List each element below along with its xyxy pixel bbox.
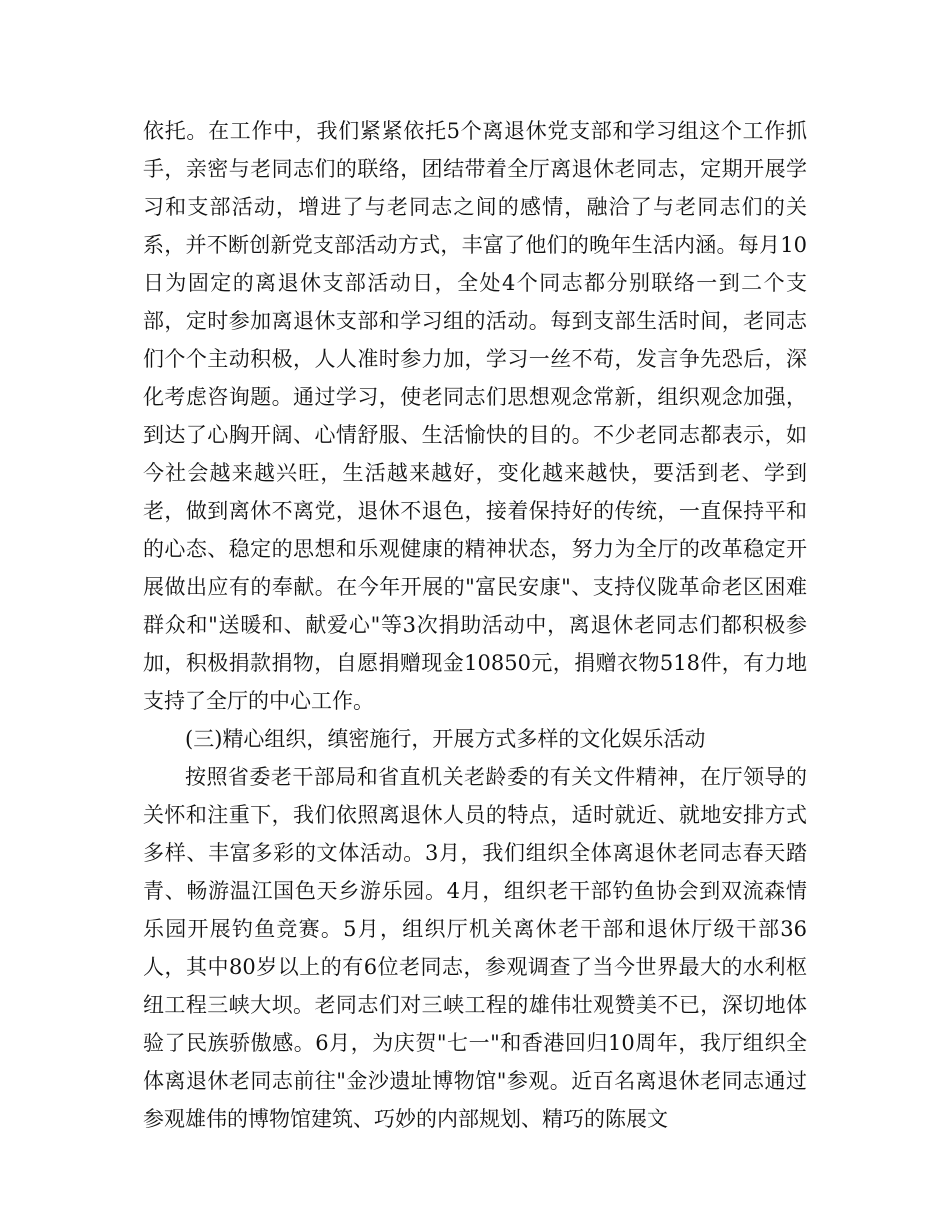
document-body [143,112,807,1138]
paragraph-retiree-party-branch-activities: 依托。在工作中，我们紧紧依托5个离退休党支部和学习组这个工作抓手，亲密与老同志们的联络，团结带着全厅离退休老同志，定期开展学习和支部活动，增进了与老同志之间的感情，融洽了与老同志们的关系，并不断创新党支部活动方式，丰富了他们的晚年生活内涵。每月10日为固定的离退休支部活动日，全处4个同志都分别联络一到二个支部，定时参加离退休支部和学习组的活动。每到支部生活时间，老同志们个个主动积极，人人准时参力加，学习一丝不苟，发言争先恐后，深化考虑咨询题。通过学习，使老同志们思想观念常新，组织观念加强，到达了心胸开阔、心情舒服、生活愉快的目的。不少老同志都表示，如今社会越来越兴旺，生活越来越好，变化越来越快，要活到老、学到老，做到离休不离党，退休不退色，接着保持好的传统，一直保持平和的心态、稳定的思想和乐观健康的精神状态，努力为全厅的改革稳定开展做出应有的奉献。在今年开展的"富民安康"、支持仪陇革命老区困难群众和"送暖和、献爱心"等3次捐助活动中，离退休老同志们都积极参加，积极捐款捐物，自愿捐赠现金10850元，捐赠衣物518件，有力地支持了全厅的中心工作。 [143,119,807,713]
section-heading-cultural-activities: (三)精心组织，缜密施行，开展方式多样的文化娱乐活动 [185,727,706,751]
paragraph-cultural-recreation-activities: 按照省委老干部局和省直机关老龄委的有关文件精神，在厅领导的关怀和注重下，我们依照离退休人员的特点，适时就近、就地安排方式多样、丰富多彩的文体活动。3月，我们组织全体离退休老同志春天踏青、畅游温江国色天乡游乐园。4月，组织老干部钓鱼协会到双流森情乐园开展钓鱼竞赛。5月，组织厅机关离休老干部和退休厅级干部36人，其中80岁以上的有6位老同志，参观调查了当今世界最大的水利枢纽工程三峡大坝。老同志们对三峡工程的雄伟壮观赞美不已，深切地体验了民族骄傲感。6月，为庆贺"七一"和香港回归10周年，我厅组织全体离退休老同志前往"金沙遗址博物馆"参观。近百名离退休老同志通过参观雄伟的博物馆建筑、巧妙的内部规划、精巧的陈展文 [143,765,807,1131]
